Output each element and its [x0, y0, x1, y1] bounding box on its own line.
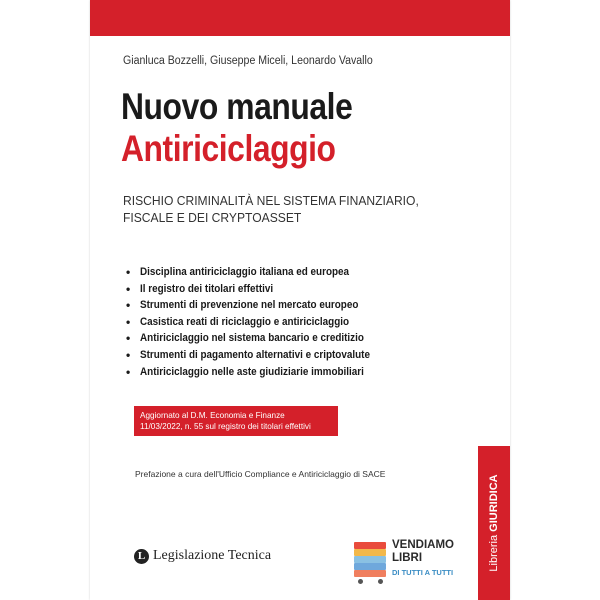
series-label — [488, 474, 500, 571]
series-band — [478, 446, 510, 600]
cart-wheel-icon — [358, 579, 363, 584]
topic-item — [126, 364, 396, 381]
publisher-name: Legislazione Tecnica — [153, 548, 272, 563]
libri-text: LIBRI — [392, 552, 423, 564]
topic-item — [126, 314, 396, 331]
topic-item-text: Casistica reati di riciclaggio e antiriciclaggio — [140, 315, 350, 328]
vendiamo-tagline: DI TUTTI A TUTTI — [392, 568, 454, 577]
book-cover — [90, 0, 510, 600]
subtitle — [123, 192, 419, 226]
topic-item-text: Antiriciclaggio nel sistema bancario e creditizio — [140, 332, 364, 345]
subtitle-line-2: FISCALE E DEI CRYPTOASSET — [123, 210, 302, 225]
series-prefix: Libreria — [488, 534, 500, 572]
top-red-band — [90, 0, 510, 36]
title-line-1: Nuovo manuale — [121, 86, 353, 127]
topic-item-text: Strumenti di pagamento alternativi e criptovalute — [140, 348, 370, 361]
update-note-line-1: Aggiornato al D.M. Economia e Finanze — [140, 411, 285, 420]
topic-item — [126, 264, 396, 281]
topic-item — [126, 347, 396, 364]
update-note-line-2: 11/03/2022, n. 55 sul registro dei titolari effettivi — [140, 422, 311, 431]
cart-wheel-icon — [378, 579, 383, 584]
title-line-2: Antiriciclaggio — [121, 128, 336, 169]
topic-item-text: Il registro dei titolari effettivi — [140, 282, 274, 295]
vendiamo-libri-logo — [354, 532, 459, 588]
book-stack-icon — [354, 542, 388, 582]
topic-list — [126, 264, 396, 380]
subtitle-line-1: RISCHIO CRIMINALITÀ NEL SISTEMA FINANZIARIO, — [123, 193, 419, 208]
topic-item — [126, 330, 396, 347]
vendiamo-text: VENDIAMO — [392, 539, 454, 551]
publisher-logo — [134, 546, 271, 566]
preface-note: Prefazione a cura dell'Ufficio Compliance e Antiriciclaggio di SACE — [135, 469, 386, 479]
topic-item-text: Antiriciclaggio nelle aste giudiziarie immobiliari — [140, 365, 364, 378]
topic-item — [126, 281, 396, 298]
publisher-mark-icon: L — [134, 549, 149, 564]
topic-item — [126, 297, 396, 314]
authors: Gianluca Bozzelli, Giuseppe Miceli, Leonardo Vavallo — [123, 55, 373, 67]
topic-item-text: Strumenti di prevenzione nel mercato europeo — [140, 299, 359, 312]
series-name: GIURIDICA — [488, 474, 500, 532]
topic-item-text: Disciplina antiriciclaggio italiana ed europea — [140, 266, 350, 278]
update-note-box — [134, 406, 338, 436]
